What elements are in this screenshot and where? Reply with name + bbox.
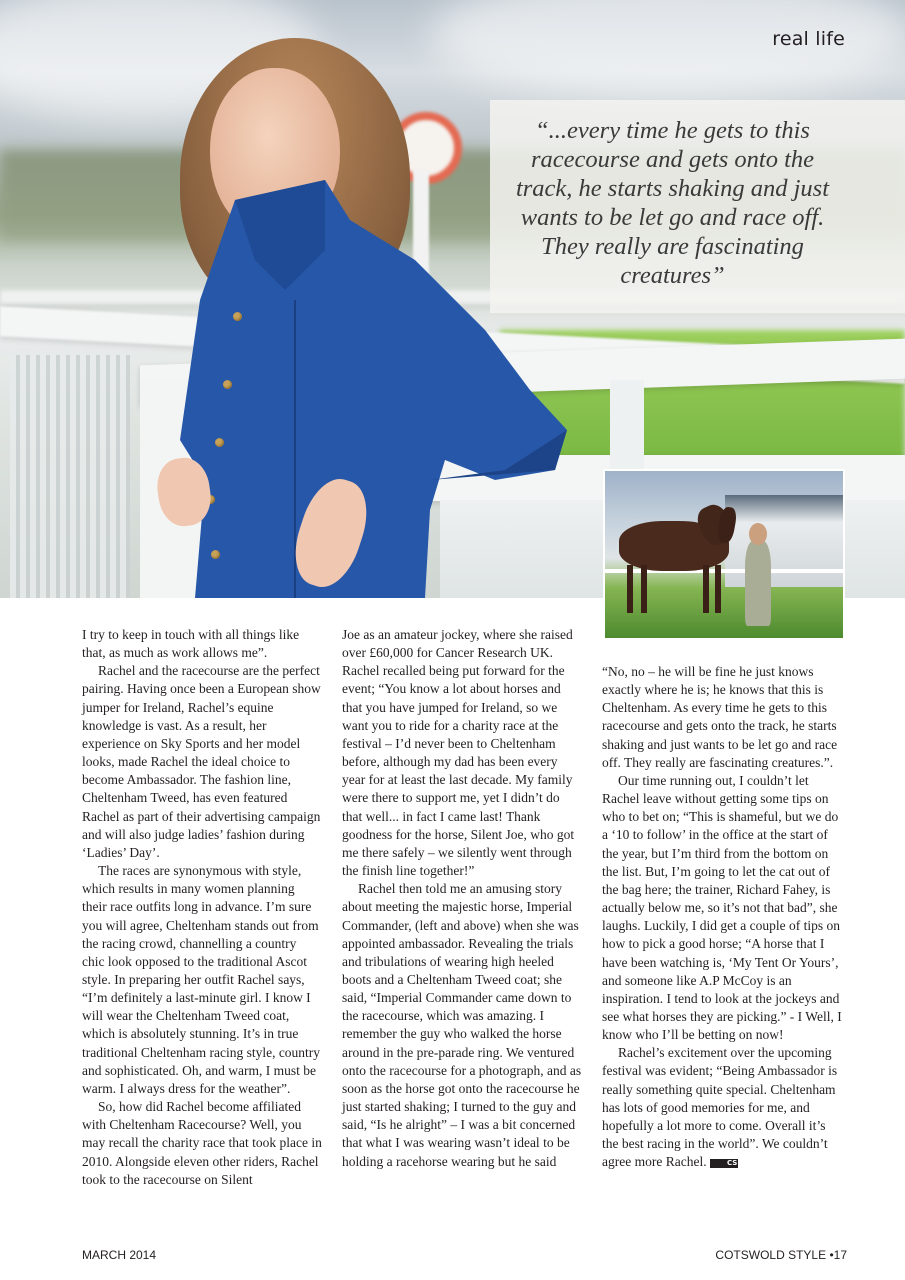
inset-photo-horse xyxy=(603,469,845,640)
end-mark-icon: CS xyxy=(710,1159,738,1168)
grandstand xyxy=(725,495,845,587)
footer-date: MARCH 2014 xyxy=(82,1248,157,1262)
paragraph: So, how did Rachel become affiliated with Cheltenham Racecourse? Well, you may recall the charity race that took place in 2010. Alongside eleven other riders, Rachel took to the racecourse on Silent xyxy=(82,1099,322,1187)
article-column-3 xyxy=(602,663,844,1171)
paragraph: “No, no – he will be fine he just knows exactly where he is; he knows that this is Cheltenham. As every time he gets to this racecourse and gets onto the track, he starts shaking and just wants to be let go and race off. They really are fascinating creatures.”. xyxy=(602,664,838,770)
paragraph-text: Rachel’s excitement over the upcoming festival was evident; “Being Ambassador is really something quite special. Cheltenham has lots of good memories for me, and hopefully a lot more to come. Overall it’s the best racing in the world”. We couldn’t agree more Rachel. xyxy=(602,1045,838,1170)
woman-in-tweed-coat xyxy=(745,541,771,626)
section-label: real life xyxy=(772,28,845,50)
paragraph: Joe as an amateur jockey, where she raised over £60,000 for Cancer Research UK. Rachel recalled being put forward for the event; “You know a lot about horses and that you have jumped for Ireland, so we want you to ride for a charity race at the festival – I’d never been to Cheltenham before, although my dad has been every year for at least the last decade. My family were there to support me, yet I didn’t do that well... in fact I came last! Thank goodness for the horse, Silent Joe, who got me there safely – we silently went through the finish line together!” xyxy=(342,627,575,879)
article-column-1 xyxy=(82,626,322,1189)
paragraph: Rachel then told me an amusing story about meeting the majestic horse, Imperial Commander, (left and above) when she was appointed ambassador. Revealing the trials and tribulations of wearing high heeled boots and a Cheltenham Tweed coat; she said, “Imperial Commander came down to the racecourse, which was amazing. I remember the guy who walked the horse around in the pre-parade ring. We ventured onto the racecourse for a photograph, and as soon as the horse got onto the racecourse he just started shaking; I turned to the guy and said, “Is he alright” – I was a bit concerned that what I was wearing wasn’t ideal to be holding a racehorse wearing but he said xyxy=(342,881,582,1169)
paragraph: The races are synonymous with style, which results in many women planning their race outfits long in advance. I’m sure you will agree, Cheltenham stands out from the racing crowd, channelling a country chic look opposed to the traditional Ascot style. In preparing her outfit Rachel says, “I’m definitely a last-minute girl. I know I will wear the Cheltenham Tweed coat, which is absolutely stunning. It’s in true traditional Cheltenham racing style, country and sophisticated. Oh, and warm, I must be warm. I always dress for the weather”. xyxy=(82,863,321,1096)
paragraph-final xyxy=(602,1044,844,1171)
paragraph: Our time running out, I couldn’t let Rachel leave without getting some tips on who to bet on; “This is shameful, but we do a ‘10 to follow’ in the office at the start of the year, but I’m third from the bottom on the list. But, I’m going to let the cat out of the bag here; the trainer, Richard Fahey, is actually below me, so it’s not that bad”, she laughs. Luckily, I did get a couple of tips on how to pick a good horse; “A horse that I have been watching is, ‘My Tent Or Yours’, and someone like A.P McCoy is an inspiration. I tend to look at the jockeys and see what horses they are picking.” - I Well, I know who I’ll be betting on now! xyxy=(602,772,842,1043)
paragraph: I try to keep in touch with all things like that, as much as work allows me”. xyxy=(82,627,300,661)
article-column-2 xyxy=(342,626,582,1171)
pull-quote: “...every time he gets to this racecourse and gets onto the track, he starts shaking and just wants to be let go and race off. They really are fascinating creatures” xyxy=(515,117,830,289)
paragraph: Rachel and the racecourse are the perfect pairing. Having once been a European show jumper for Ireland, Rachel’s equine knowledge is vast. As a result, her experience on Sky Sports and her model looks, made Rachel the ideal choice to become Ambassador. The fashion line, Cheltenham Tweed, has even featured Rachel as part of their advertising campaign and will also judge ladies’ fashion during ‘Ladies’ Day’. xyxy=(82,663,321,860)
footer-folio: COTSWOLD STYLE •17 xyxy=(715,1248,847,1262)
